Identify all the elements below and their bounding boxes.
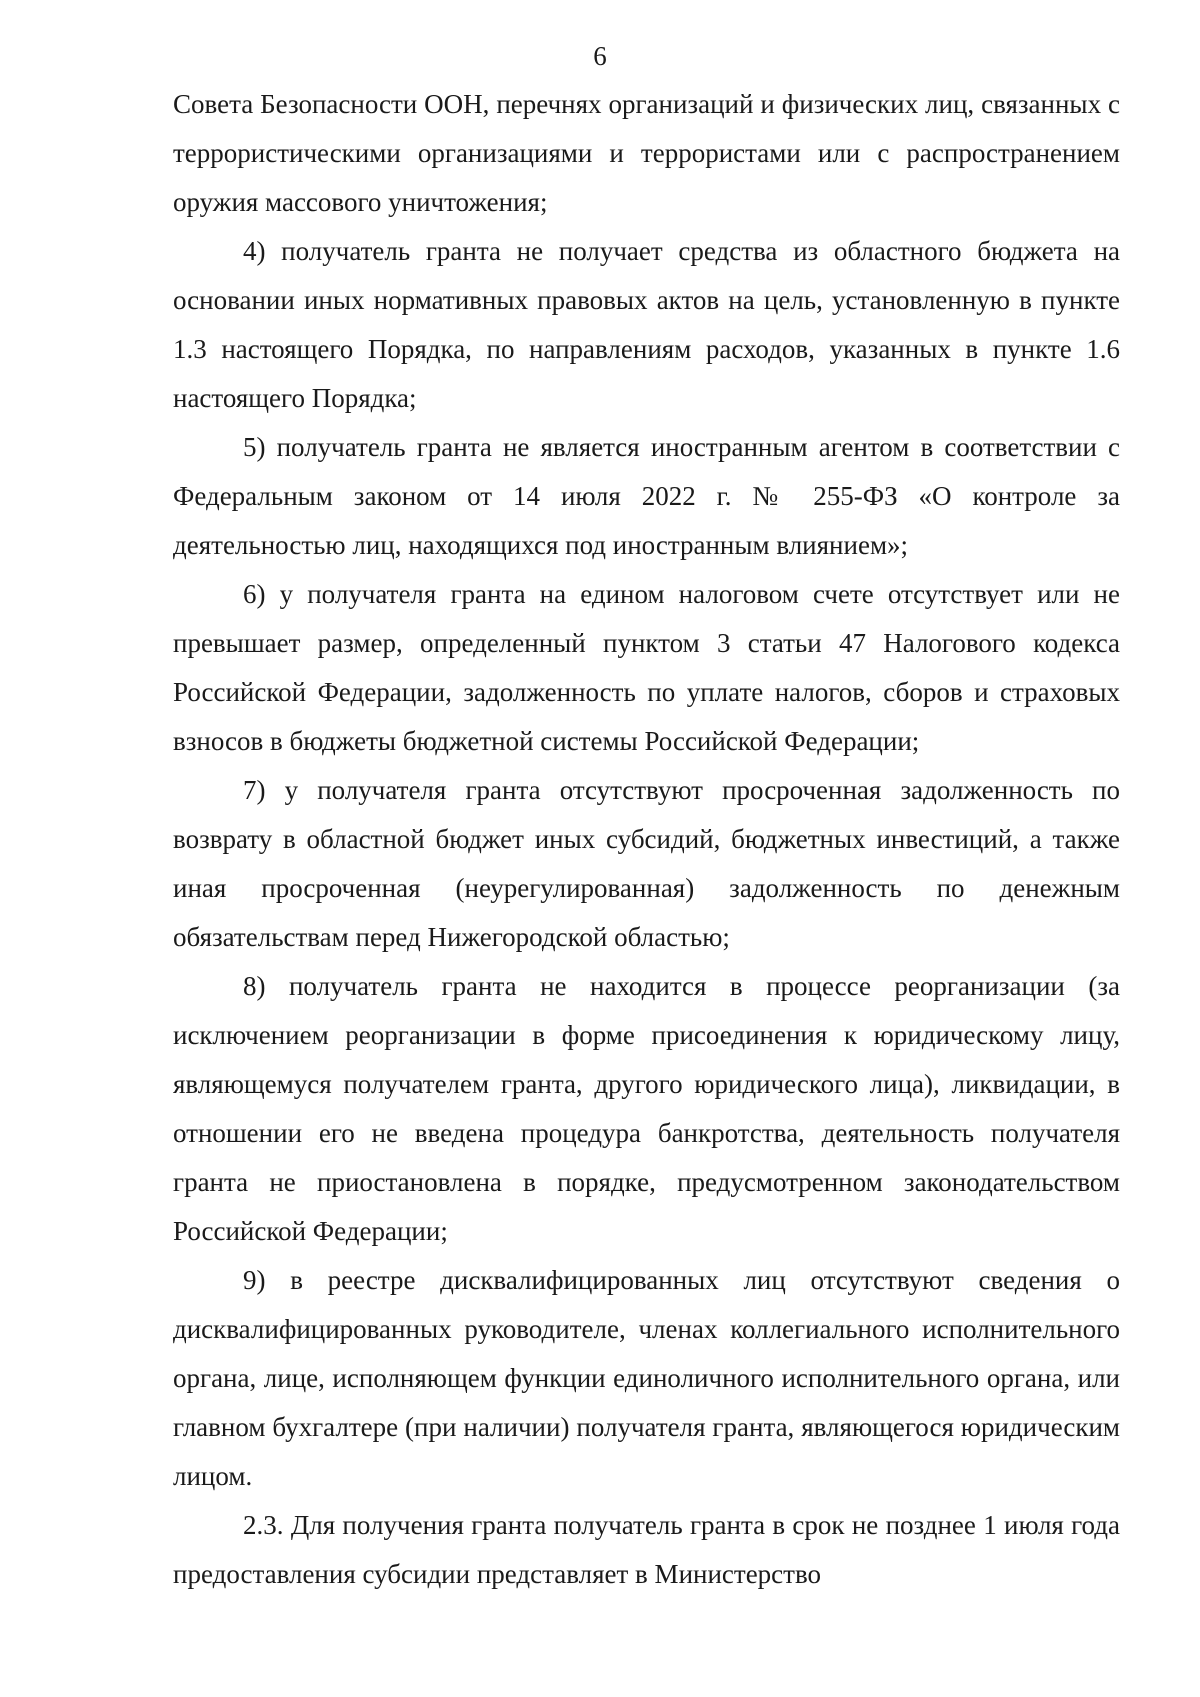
list-item-7: 7) у получателя гранта отсутствуют просроченная задолженность по возврату в областной бюджет иных субсидий, бюджетных инвестиций, а также иная просроченная (неурегулированная) задолженность по денежным обязательствам перед Нижегородской областью; [173, 775, 1120, 952]
list-item-4: 4) получатель гранта не получает средства из областного бюджета на основании иных нормативных правовых актов на цель, установленную в пункте 1.3 настоящего Порядка, по направлениям расходов, указанных в пункте 1.6 настоящего Порядка; [173, 236, 1120, 413]
clause-2-3: 2.3. Для получения гранта получатель гранта в срок не позднее 1 июля года предоставления субсидии представляет в Министерство [173, 1510, 1120, 1589]
list-item-9: 9) в реестре дисквалифицированных лиц отсутствуют сведения о дисквалифицированных руководителе, членах коллегиального исполнительного органа, лице, исполняющем функции единоличного исполнительного органа, или главном бухгалтере (при наличии) получателя гранта, являющегося юридическим лицом. [173, 1265, 1120, 1491]
list-item-5: 5) получатель гранта не является иностранным агентом в соответствии с Федеральным законом от 14 июля 2022 г. № 255-ФЗ «О контроле за деятельностью лиц, находящихся под иностранным влиянием»; [173, 432, 1120, 560]
document-body [173, 80, 1120, 1599]
list-item-8: 8) получатель гранта не находится в процессе реорганизации (за исключением реорганизации в форме присоединения к юридическому лицу, являющемуся получателем гранта, другого юридического лица), ликвидации, в отношении его не введена процедура банкротства, деятельность получателя гранта не приостановлена в порядке, предусмотренном законодательством Российской Федерации; [173, 971, 1120, 1246]
paragraph-continuation: Совета Безопасности ООН, перечнях организаций и физических лиц, связанных с террористическими организациями и террористами или с распространением оружия массового уничтожения; [173, 89, 1120, 217]
list-item-6: 6) у получателя гранта на едином налоговом счете отсутствует или не превышает размер, определенный пунктом 3 статьи 47 Налогового кодекса Российской Федерации, задолженность по уплате налогов, сборов и страховых взносов в бюджеты бюджетной системы Российской Федерации; [173, 579, 1120, 756]
page-number: 6 [593, 41, 607, 71]
